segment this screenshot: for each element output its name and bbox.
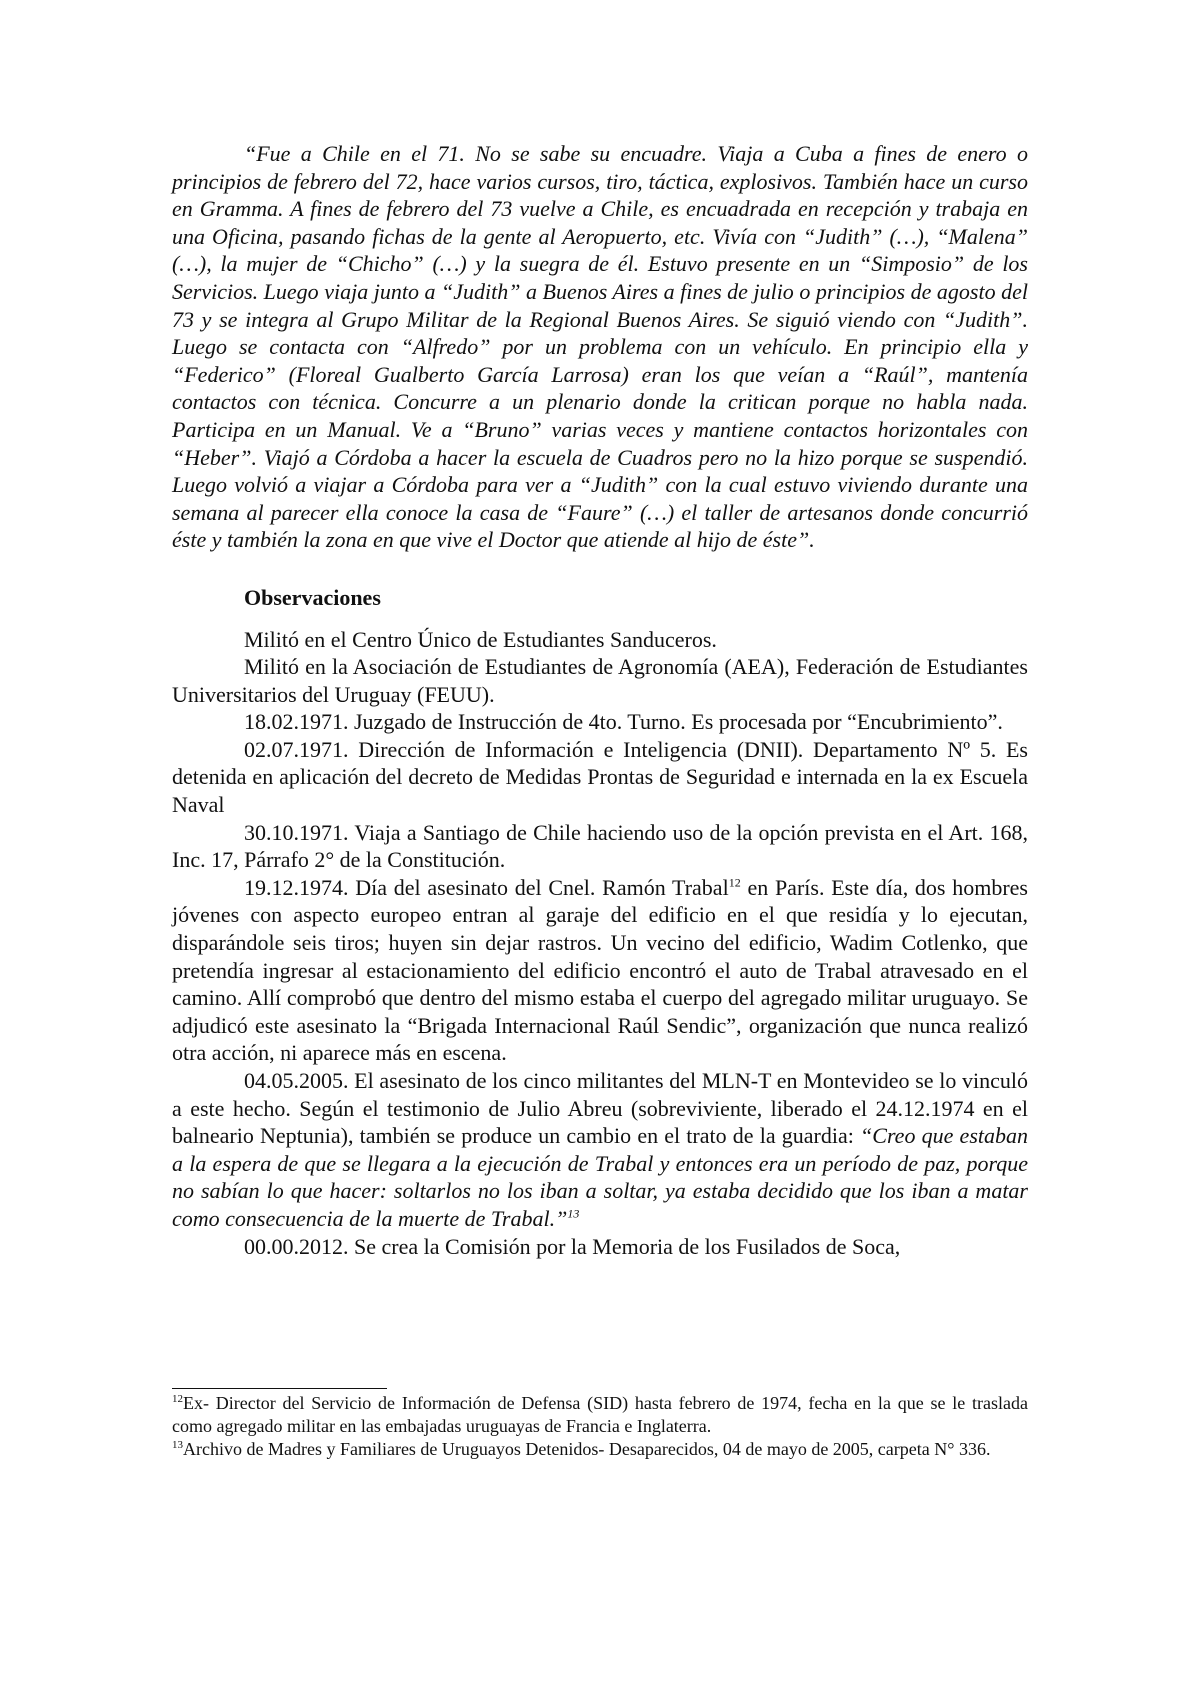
paragraph-1971-10-30: 30.10.1971. Viaja a Santiago de Chile haciendo uso de la opción prevista en el Art. 168, Inc. 17, Párrafo 2° de la Constitución. — [172, 819, 1028, 873]
footnote-number: 13 — [172, 1439, 183, 1451]
footnote-text: Ex- Director del Servicio de Información de Defensa (SID) hasta febrero de 1974, fecha en la que se le traslada como agregado militar en las embajadas uruguayas de Francia e Inglaterra. — [172, 1393, 1028, 1436]
paragraph-text: 04.05.2005. El asesinato de los cinco militantes del MLN-T en Montevideo se lo vinculó a este hecho. Según el testimonio de Julio Abreu (sobreviviente, liberado el 24.12.1974 en el balneario Neptunia), también se produce un cambio en el trato de la guardia: — [172, 1068, 1028, 1149]
footnote-12 — [172, 1392, 1028, 1438]
footnote-ref-13[interactable]: 13 — [567, 1206, 580, 1221]
paragraph-aea-feuu: Militó en la Asociación de Estudiantes de Agronomía (AEA), Federación de Estudiantes Universitarios del Uruguay (FEUU). — [172, 654, 1028, 707]
footnote-number: 12 — [172, 1393, 183, 1405]
footnotes — [172, 1392, 1028, 1461]
paragraph-1971-07-02: 02.07.1971. Dirección de Información e Inteligencia (DNII). Departamento Nº 5. Es detenida en aplicación del decreto de Medidas Prontas de Seguridad e internada en la ex Escuela Naval — [172, 736, 1028, 818]
footnote-text: Archivo de Madres y Familiares de Uruguayos Detenidos- Desaparecidos, 04 de mayo de 2005, carpeta N° 336. — [183, 1439, 991, 1459]
section-heading: Observaciones — [244, 584, 381, 610]
footnote-ref-12[interactable]: 12 — [728, 875, 741, 890]
paragraph-2012: 00.00.2012. Se crea la Comisión por la Memoria de los Fusilados de Soca, — [244, 1233, 901, 1259]
paragraph-2005-05-04 — [172, 1067, 1028, 1233]
testimony-quote: “Fue a Chile en el 71. No se sabe su encuadre. Viaja a Cuba a fines de enero o principios de febrero del 72, hace varios cursos, tiro, táctica, explosivos. También hace un curso en Gramma. A fines de febrero del 73 vuelve a Chile, es encuadrada en recepción y trabaja en una Oficina, pasando fichas de la gente al Aeropuerto, etc. Vivía con “Judith” (…), “Malena” (…), la mujer de “Chicho” (…) y la suegra de él. Estuvo presente en un “Simposio” de los Servicios. Luego viaja junto a “Judith” a Buenos Aires a fines de julio o principios de agosto del 73 y se integra al Grupo Militar de la Regional Buenos Aires. Se siguió viendo con “Judith”. Luego se contacta con “Alfredo” por un problema con un vehículo. En principio ella y “Federico” (Floreal Gualberto García Larrosa) eran los que veían a “Raúl”, mantenía contactos con técnica. Concurre a un plenario donde la critican porque no habla nada. Participa en un Manual. Ve a “Bruno” varias veces y mantiene contactos horizontales con “Heber”. Viajó a Córdoba a hacer la escuela de Cuadros pero no la hizo porque se suspendió. Luego volvió a viajar a Córdoba para ver a “Judith” con la cual estuvo viviendo durante una semana al parecer ella conoce la casa de “Faure” (…) el taller de artesanos donde concurrió éste y también la zona en que vive el Doctor que atiende al hijo de éste”. — [172, 141, 1028, 553]
footnote-separator — [172, 1388, 387, 1389]
paragraph-text: en París. Este día, dos hombres jóvenes con aspecto europeo entran al garaje del edificio en el que residía y lo ejecutan, disparándole seis tiros; huyen sin dejar rastros. Un vecino del edificio, Wadim Cotlenko, que pretendía ingresar al estacionamiento del edificio encontró el auto de Trabal atravesado en el camino. Allí comprobó que dentro del mismo estaba el cuerpo del agregado militar uruguayo. Se adjudicó este asesinato la “Brigada Internacional Raúl Sendic”, organización que nunca realizó otra acción, ni aparece más en escena. — [172, 874, 1028, 1066]
document-body — [172, 140, 1028, 1260]
abreu-quote: “Creo que estaban a la espera de que se llegara a la ejecución de Trabal y entonces era un período de paz, porque no sabían lo que hacer: soltarlos no los iban a soltar, ya estaba decidido que los iban a matar como consecuencia de la muerte de Trabal.” — [172, 1123, 1028, 1231]
paragraph-text: 19.12.1974. Día del asesinato del Cnel. Ramón Trabal — [244, 874, 729, 900]
paragraph-1971-02-18: 18.02.1971. Juzgado de Instrucción de 4to. Turno. Es procesada por “Encubrimiento”. — [244, 709, 1003, 735]
paragraph-centro-unico: Militó en el Centro Único de Estudiantes Sanduceros. — [244, 626, 717, 652]
footnote-13 — [172, 1438, 1028, 1461]
paragraph-1974-12-19 — [172, 874, 1028, 1067]
